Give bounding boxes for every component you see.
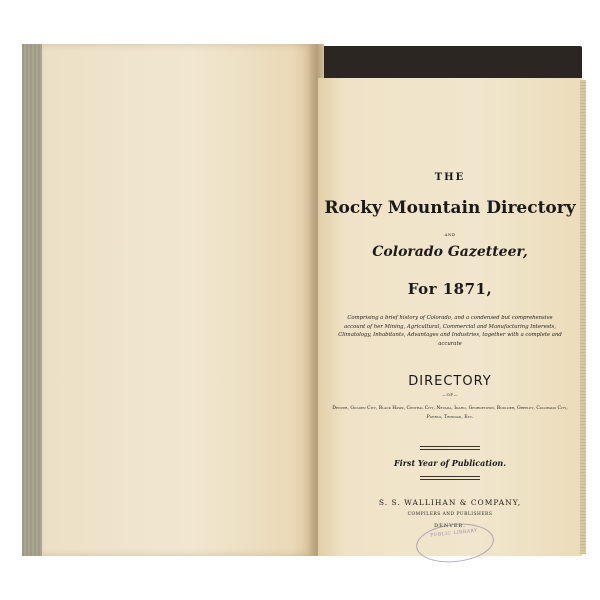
- book-title: Rocky Mountain Directory: [324, 198, 576, 218]
- divider-rule-top: [420, 446, 480, 447]
- description-text: Comprising a brief history of Colorado, and a condensed but comprehensive account of her Mining, Agricultural, Commercial and Manufacturing Interests, Climatology, Inhabitants, Advantages and Industries, together with a complete and accurate: [338, 315, 562, 347]
- first-year-line: First Year of Publication.: [394, 458, 506, 468]
- directory-heading: DIRECTORY: [408, 374, 492, 389]
- divider-rule-top-2: [420, 449, 480, 450]
- title-article: THE: [434, 172, 466, 183]
- blank-left-page: [42, 44, 314, 556]
- cities-list: Denver, Golden City, Black Hawk, Central City, Nevada, Idaho, Georgetown, Boulder, Greeley, Colorado City, Pueblo, Trinidad, Etc.: [332, 406, 568, 420]
- publisher-role: COMPILERS AND PUBLISHERS: [407, 512, 493, 517]
- open-book: [22, 40, 586, 560]
- conjunction-and: AND: [444, 232, 456, 237]
- publication-city: DENVER.: [434, 523, 466, 529]
- title-page: [318, 78, 582, 556]
- divider-rule-bottom: [420, 476, 480, 477]
- stamp-text: PUBLIC LIBRARY: [430, 528, 478, 539]
- of-line: —OF—: [441, 392, 459, 397]
- book-subtitle: Colorado Gazetteer,: [372, 244, 528, 260]
- year-line: For 1871,: [407, 280, 493, 298]
- publisher-name: S. S. WALLIHAN & COMPANY,: [378, 498, 522, 507]
- divider-rule-bottom-2: [420, 479, 480, 480]
- page-block-edge: [580, 80, 586, 554]
